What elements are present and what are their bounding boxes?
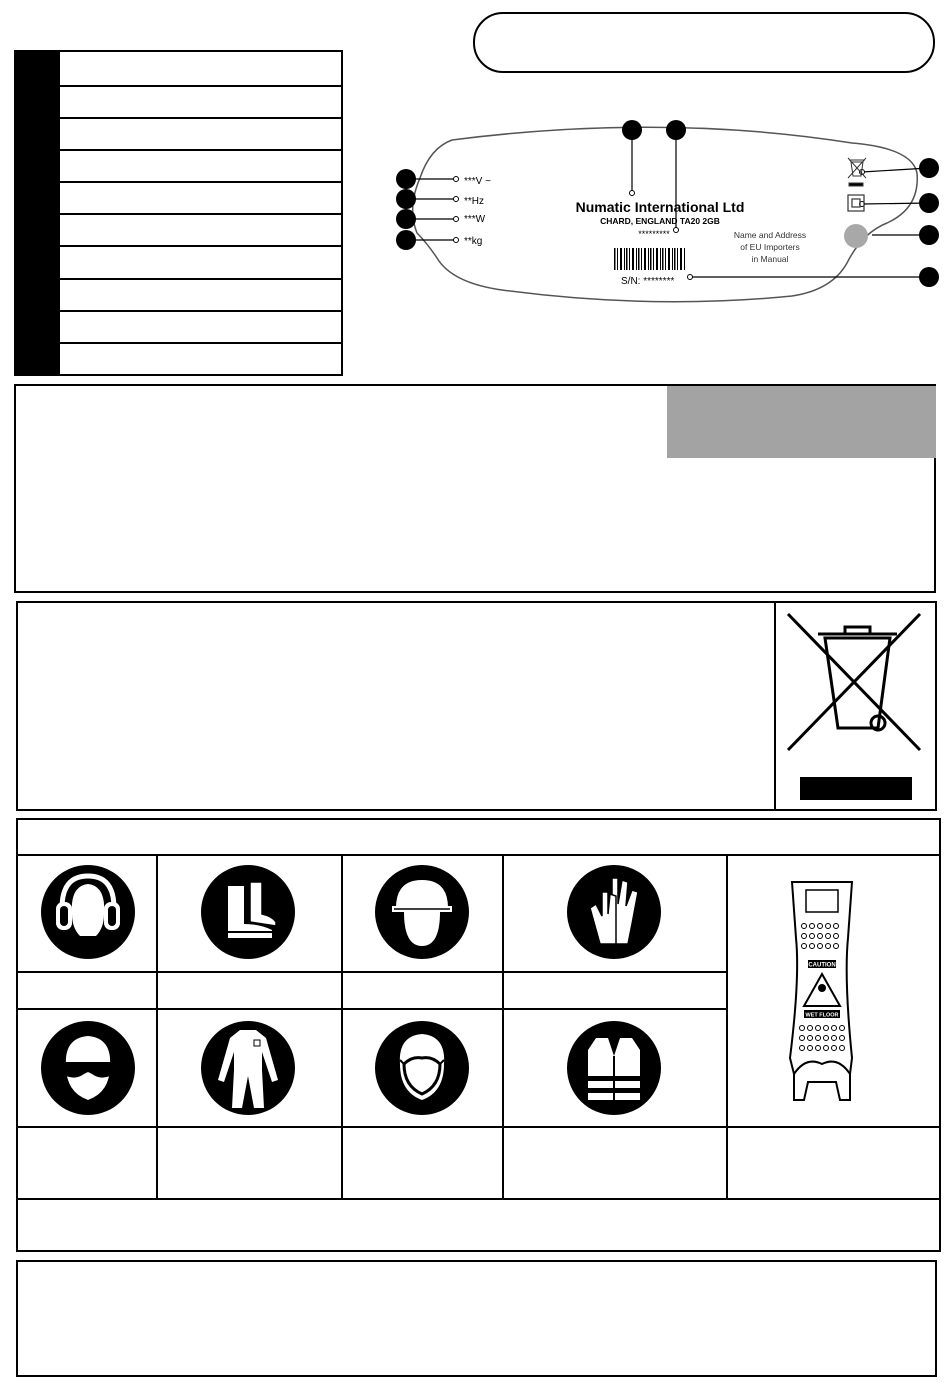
spec-table-row	[60, 85, 341, 119]
weee-divider	[774, 601, 776, 811]
crossed-out-bin-icon	[780, 610, 930, 806]
importer-note-line-2: of EU Importers	[740, 242, 800, 252]
serial-number: S/N: ********	[621, 276, 675, 287]
spec-table-row	[60, 310, 341, 344]
importer-note-line-3: in Manual	[751, 254, 789, 264]
voltage-rating: ***V ~	[464, 176, 491, 187]
frequency-rating: **Hz	[464, 196, 485, 207]
rating-plate-diagram	[392, 118, 947, 303]
barcode	[614, 248, 685, 270]
title-pill	[473, 12, 935, 73]
gloves-icon	[566, 864, 662, 960]
spec-table-row	[60, 181, 341, 215]
spec-table-row	[60, 213, 341, 247]
hi-vis-vest-icon	[566, 1020, 662, 1116]
sign-wet-floor-text: WET FLOOR	[805, 1012, 839, 1019]
company-address: CHARD, ENGLAND TA20 2GB	[600, 216, 720, 226]
model-code: *********	[638, 229, 670, 239]
power-rating: ***W	[464, 214, 486, 225]
importer-note-line-1: Name and Address	[733, 230, 807, 240]
spec-table-row	[60, 149, 341, 183]
company-name: Numatic International Ltd	[575, 199, 745, 215]
approval-mark-icon	[844, 224, 868, 248]
warning-header-block	[667, 386, 936, 458]
weight-rating: **kg	[464, 236, 483, 247]
spec-table-row	[60, 117, 341, 151]
safety-goggles-icon	[40, 1020, 136, 1116]
dust-mask-icon	[374, 1020, 470, 1116]
spec-table-row	[60, 245, 341, 280]
spec-table-row	[60, 52, 341, 87]
footer-box	[16, 1260, 937, 1377]
spec-table-key-column	[16, 52, 60, 374]
wet-floor-sign-icon	[786, 878, 858, 1108]
ear-defenders-icon	[40, 864, 136, 960]
spec-table	[14, 50, 343, 376]
hard-hat-icon	[374, 864, 470, 960]
sign-caution-text: CAUTION	[808, 962, 836, 969]
safety-boots-icon	[200, 864, 296, 960]
spec-table-row	[60, 278, 341, 312]
overalls-icon	[200, 1020, 296, 1116]
